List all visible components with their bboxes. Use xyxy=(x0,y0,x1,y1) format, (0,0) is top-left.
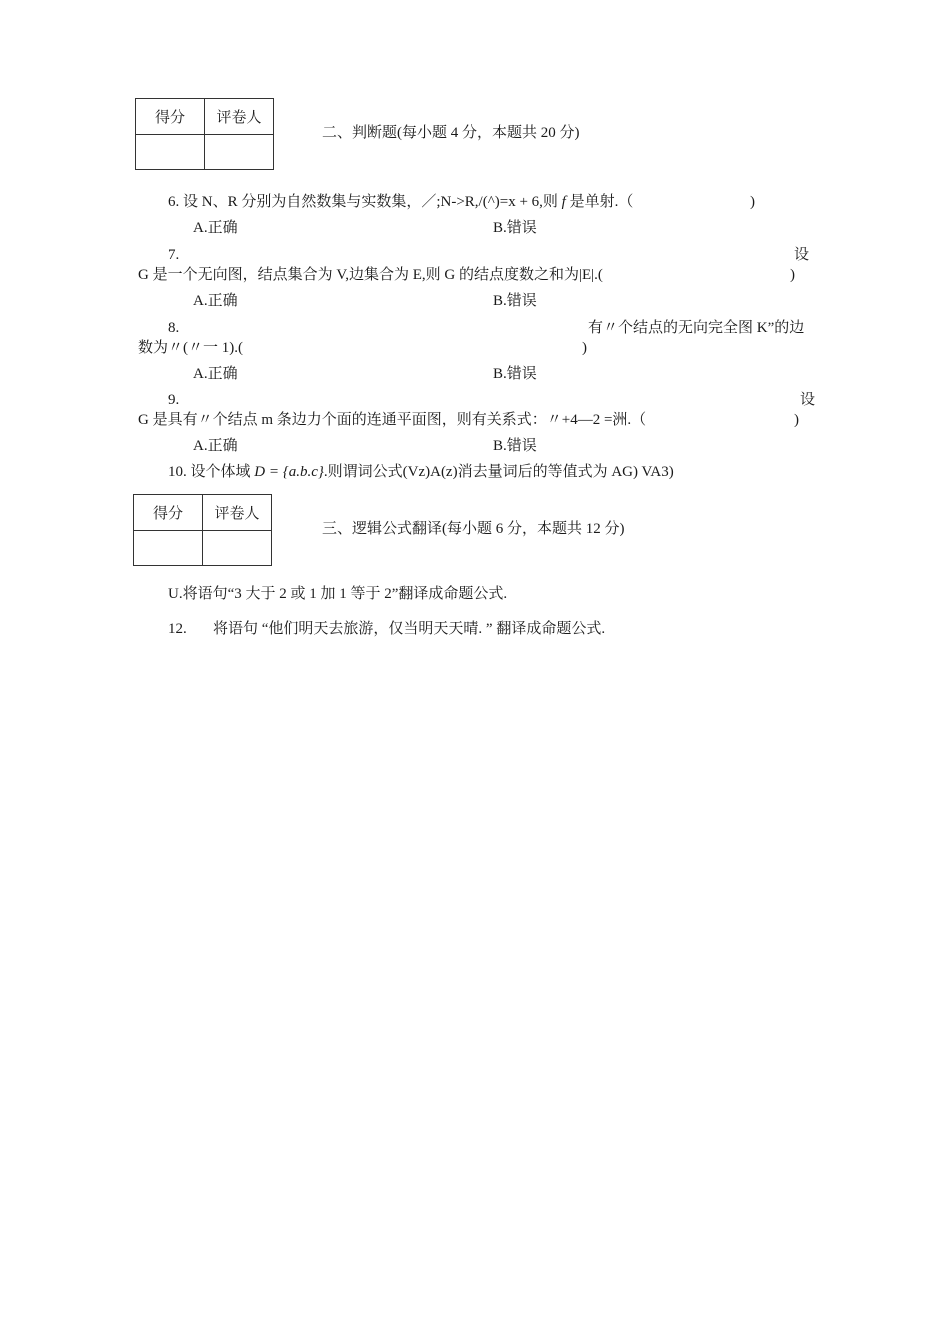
q7-close: ) xyxy=(790,267,795,283)
score-header: 得分 xyxy=(136,99,205,135)
q10-domain: D = {a.b.c} xyxy=(254,464,324,480)
score-cell xyxy=(134,531,203,566)
q11-text: U.将语句“3 大于 2 或 1 加 1 等于 2”翻译成命题公式. xyxy=(168,586,508,602)
q7-number: 7. xyxy=(168,247,180,263)
q8-right: 有〃个结点的无向完全图 K”的边 xyxy=(588,320,805,336)
q6-option-a: A.正确 xyxy=(193,220,238,236)
q8-number: 8. xyxy=(168,320,180,336)
q8-close: ) xyxy=(582,340,587,356)
section3-score-table xyxy=(133,494,272,566)
grader-cell xyxy=(205,135,274,170)
grader-header: 评卷人 xyxy=(203,495,272,531)
section3-heading: 三、逻辑公式翻译(每小题 6 分，本题共 12 分) xyxy=(322,521,625,537)
q9-close: ) xyxy=(794,412,799,428)
q9-number: 9. xyxy=(168,392,180,408)
grader-cell xyxy=(203,531,272,566)
q9-line2: G 是具有〃个结点 m 条边力个面的连通平面图，则有关系式：〃+4—2 =洲.（ xyxy=(138,412,647,428)
q6-stem-f: f xyxy=(561,194,566,210)
q7-line2: G 是一个无向图，结点集合为 V,边集合为 E,则 G 的结点度数之和为|E|.( xyxy=(138,267,603,283)
q9-option-b: B.错误 xyxy=(493,438,537,454)
q6-stem-b: 是单射.（ xyxy=(565,194,634,210)
q10-prefix: 10. 设个体域 xyxy=(168,464,255,480)
q8-line2: 数为〃(〃一 1).( xyxy=(138,340,243,356)
q7-option-b: B.错误 xyxy=(493,293,537,309)
q8-option-b: B.错误 xyxy=(493,366,537,382)
q7-right: 设 xyxy=(794,247,810,263)
q12-number: 12. xyxy=(168,621,187,637)
section2-heading: 二、判断题(每小题 4 分，本题共 20 分) xyxy=(322,125,580,141)
q7-option-a: A.正确 xyxy=(193,293,238,309)
q12-text: 将语句 “他们明天去旅游，仅当明天天晴. ” 翻译成命题公式. xyxy=(213,621,606,637)
q6-close: ) xyxy=(750,194,755,210)
q10-stem xyxy=(168,465,674,480)
q9-option-a: A.正确 xyxy=(193,438,238,454)
grader-header: 评卷人 xyxy=(205,99,274,135)
q6-option-b: B.错误 xyxy=(493,220,537,236)
q9-right: 设 xyxy=(800,392,816,408)
section2-score-table xyxy=(135,98,274,170)
score-cell xyxy=(136,135,205,170)
q8-option-a: A.正确 xyxy=(193,366,238,382)
q6-stem-a: 6. 设 N、R 分别为自然数集与实数集，／;N->R,/(^)=x + 6,则 xyxy=(168,194,562,210)
score-header: 得分 xyxy=(134,495,203,531)
q6-stem xyxy=(168,195,633,210)
q10-suffix: .则谓词公式(Vz)A(z)消去量词后的等值式为 AG) VA3) xyxy=(323,464,674,480)
